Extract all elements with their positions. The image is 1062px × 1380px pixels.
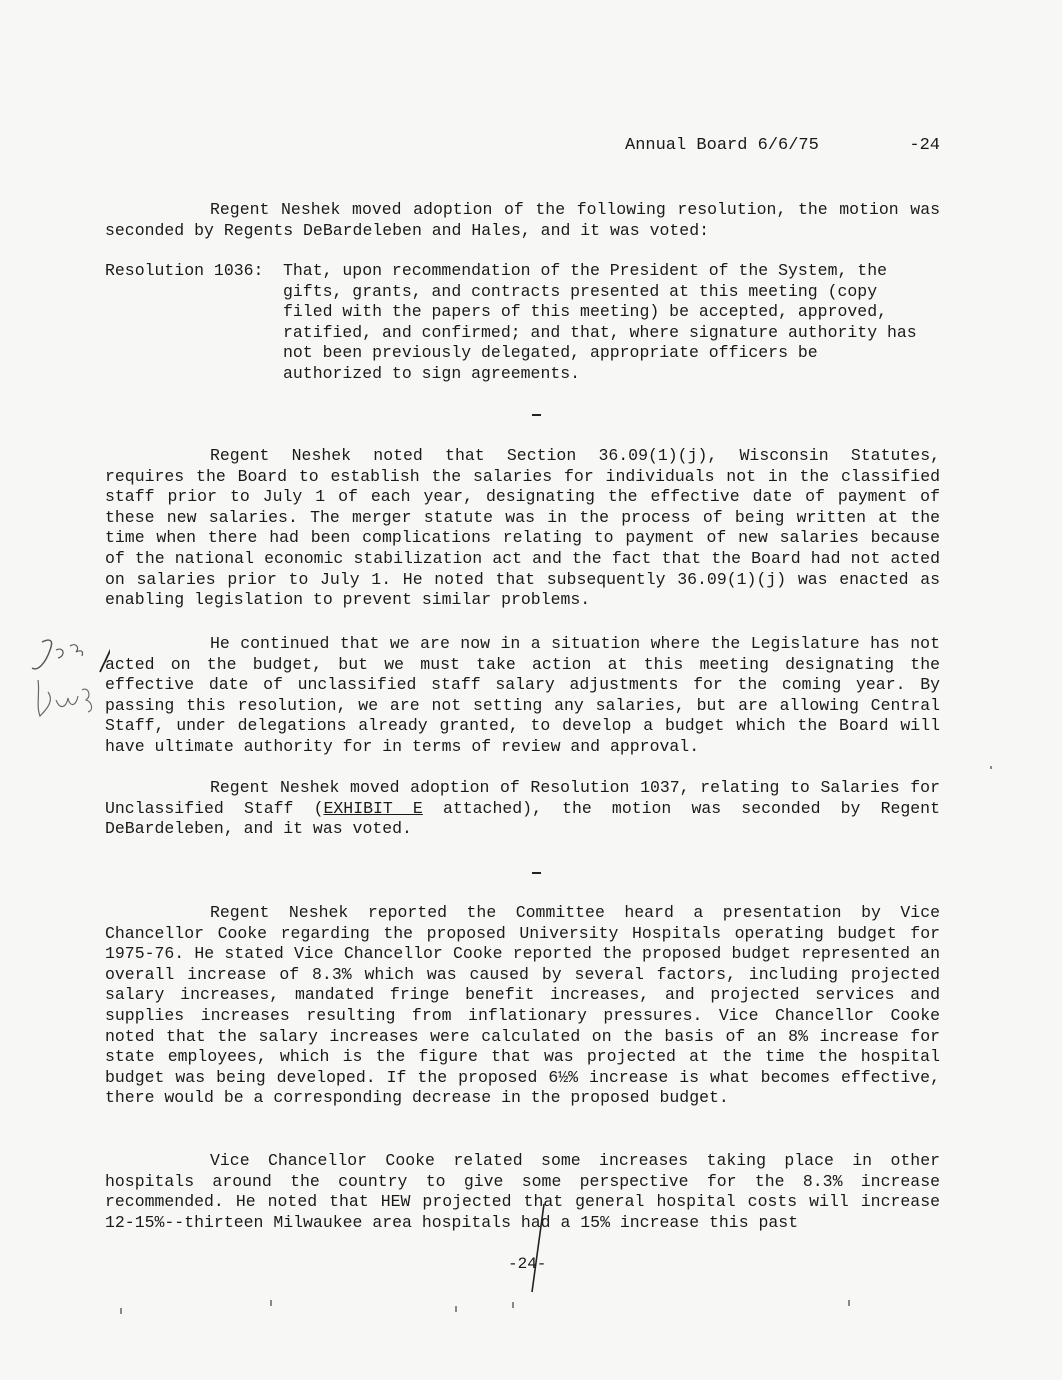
resolution-1037-text-end: attached), the motion was seconded by Regent DeBardeleben, and it was voted. xyxy=(105,798,940,839)
paragraph-hospital-budget: Regent Neshek reported the Committee heard a presentation by Vice Chancellor Cooke regarding the proposed University Hospitals operating budget for 1975-76. He stated Vice Chancellor Cooke reported the proposed budget represented an overall increase of 8.3% which was caused by several factors, including projected salary increases, mandated fringe benefit increases, and projected services and supplies increases resulting from inflationary pressures. Vice Chancellor Cooke noted that the salary increases were calculated on the basis of an 8% increase for state employees, which is the figure that was projected at the time the hospital budget was being developed. If the proposed 6½% increase is what becomes effective, there would be a corresponding decrease in the proposed budget. xyxy=(105,903,940,1108)
section-divider xyxy=(532,872,541,874)
paragraph-resolution-1037 xyxy=(105,778,940,840)
pen-mark xyxy=(520,1200,560,1300)
paragraph-statutes: Regent Neshek noted that Section 36.09(1)(j), Wisconsin Statutes, requires the Board to establish the salaries for individuals not in the classified staff prior to July 1 of each year, designating the effective date of payment of these new salaries. The merger statute was in the process of being written at the time when there had been complications relating to payment of new salaries because of the national economic stabilization act and the fact that the Board had not acted on salaries prior to July 1. He noted that subsequently 36.09(1)(j) was enacted as enabling legislation to prevent similar problems. xyxy=(105,446,940,610)
scan-speck xyxy=(848,1300,850,1306)
scan-speck xyxy=(990,766,992,769)
page-header xyxy=(625,136,940,155)
header-title: Annual Board 6/6/75 xyxy=(625,136,819,155)
exhibit-e-reference: EXHIBIT E xyxy=(323,798,423,818)
handwritten-margin-note xyxy=(20,620,110,730)
resolution-label: Resolution 1036: xyxy=(105,261,264,280)
scan-speck xyxy=(512,1302,514,1308)
scan-speck xyxy=(270,1300,272,1306)
scan-speck xyxy=(120,1308,122,1314)
paragraph-budget-situation: He continued that we are now in a situation where the Legislature has not acted on the budget, but we must take action at this meeting designating the effective date of unclassified staff salary adjustments for the coming year. By passing this resolution, we are not setting any salaries, but are allowing Central Staff, under delegations already granted, to develop a budget which the Board will have ultimate authority for in terms of review and approval. xyxy=(105,634,940,756)
resolution-body: That, upon recommendation of the President of the System, the gifts, grants, and contracts presented at this meeting (copy filed with the papers of this meeting) be accepted, approved, ratified, and confirmed; and that, where signature authority has not been previously delegated, appropriate officers be authorized to sign agreements. xyxy=(283,261,917,383)
resolution-1037-text: Regent Neshek moved adoption of Resolution 1037, relating to Salaries for Unclassified Staff ( xyxy=(105,778,940,818)
header-page-number: -24 xyxy=(909,136,940,155)
paragraph-hospital-costs: Vice Chancellor Cooke related some increases taking place in other hospitals around the country to give some perspective for the 8.3% increase recommended. He noted that HEW projected that general hospital costs will increase 12-15%--thirteen Milwaukee area hospitals had a 15% increase this past xyxy=(105,1151,940,1232)
scan-speck xyxy=(455,1306,457,1312)
paragraph-resolution-intro: Regent Neshek moved adoption of the following resolution, the motion was seconded by Regents DeBardeleben and Hales, and it was voted: xyxy=(105,200,940,240)
section-divider xyxy=(532,414,541,416)
page-footer-number: -24- xyxy=(508,1255,547,1273)
